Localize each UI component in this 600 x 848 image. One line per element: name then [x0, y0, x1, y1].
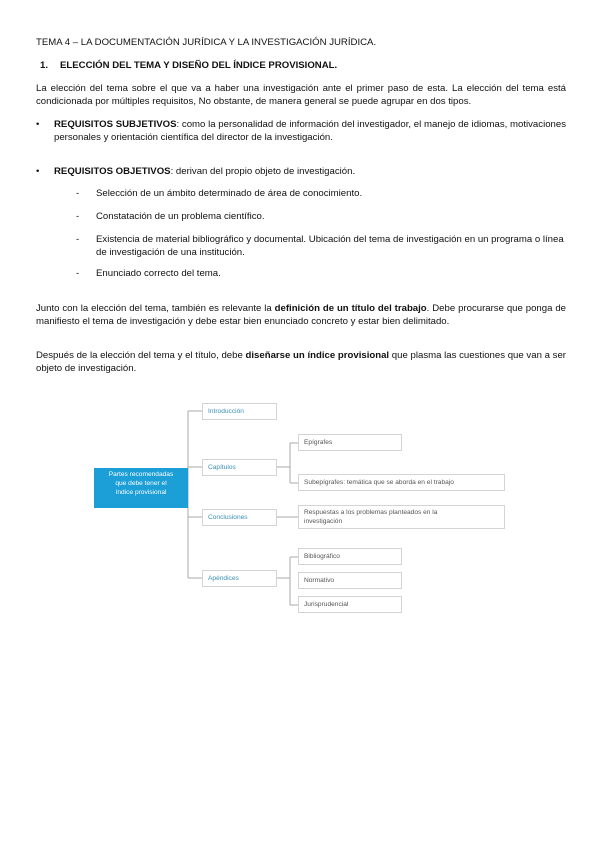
node-conclusiones: Conclusiones	[202, 509, 277, 526]
node-bibliografico: Bibliográfico	[298, 548, 402, 565]
dash-item: - Enunciado correcto del tema.	[76, 268, 568, 281]
node-introduccion: Introducción	[202, 403, 277, 420]
bullet-bold: REQUISITOS OBJETIVOS	[54, 166, 171, 177]
node-subepigrafes: Subepígrafes: temática que se aborda en el trabajo	[298, 474, 505, 491]
dash-item-text: Enunciado correcto del tema.	[96, 268, 221, 279]
bullet-icon: •	[36, 119, 40, 130]
dash-item: - Constatación de un problema científico.	[76, 211, 568, 224]
bullet-bold: REQUISITOS SUBJETIVOS	[54, 119, 177, 130]
root-line: que debe tener el	[115, 480, 167, 488]
node-apendices: Apéndices	[202, 570, 277, 587]
bullet-icon: •	[36, 166, 40, 177]
node-text-line: Respuestas a los problemas planteados en la	[304, 509, 438, 516]
para-bold: definición de un título del trabajo	[274, 303, 427, 314]
node-jurisprudencial: Jurisprudencial	[298, 596, 402, 613]
node-epigrafes: Epígrafes	[298, 434, 402, 451]
dash-item-text: Existencia de material bibliográfico y documental. Ubicación del tema de investigación en un programa o línea de investigación de una institución.	[96, 234, 564, 258]
bullet-text: : derivan del propio objeto de investigación.	[170, 166, 356, 177]
intro-paragraph: La elección del tema sobre el que va a haber una investigación ante el primer paso de esta. La elección del tema está condicionada por múltiples requisitos, No obstante, de manera general se puede agrupar en dos tipos.	[36, 83, 566, 107]
root-line: índice provisional	[115, 489, 167, 497]
section-number: 1.	[40, 60, 49, 71]
bullet-text: : como la personalidad de información del investigador, el manejo de idiomas, motivaciones personales y orientación científica del director de la investigación.	[54, 119, 566, 143]
diagram-root-node	[94, 468, 188, 508]
node-respuestas	[298, 505, 505, 529]
para-bold: diseñarse un índice provisional	[245, 350, 390, 361]
node-normativo: Normativo	[298, 572, 402, 589]
dash-item-text: Constatación de un problema científico.	[96, 211, 265, 222]
para-text: . Debe procurarse que ponga de manifiesto el tema de investigación y debe estar bien enunciado concreto y estar bien delimitado.	[36, 303, 566, 327]
section-heading-text: ELECCIÓN DEL TEMA Y DISEÑO DEL ÍNDICE PROVISIONAL.	[60, 60, 338, 71]
dash-item: - Existencia de material bibliográfico y documental. Ubicación del tema de investigación en un programa o línea de investigación de una institución.	[76, 234, 568, 259]
node-capitulos: Capítulos	[202, 459, 277, 476]
dash-item-text: Selección de un ámbito determinado de área de conocimiento.	[96, 188, 363, 199]
para-text: Después de la elección del tema y el título, debe	[36, 350, 246, 361]
dash-item: - Selección de un ámbito determinado de área de conocimiento.	[76, 188, 568, 201]
root-line: Partes recomendadas	[108, 471, 174, 478]
para-text: Junto con la elección del tema, también es relevante la	[36, 303, 275, 314]
node-text-line: investigación	[304, 517, 343, 525]
document-title: TEMA 4 – LA DOCUMENTACIÓN JURÍDICA Y LA INVESTIGACIÓN JURÍDICA.	[36, 37, 377, 48]
para-text: que plasma las cuestiones que van a ser objeto de investigación.	[36, 350, 566, 374]
